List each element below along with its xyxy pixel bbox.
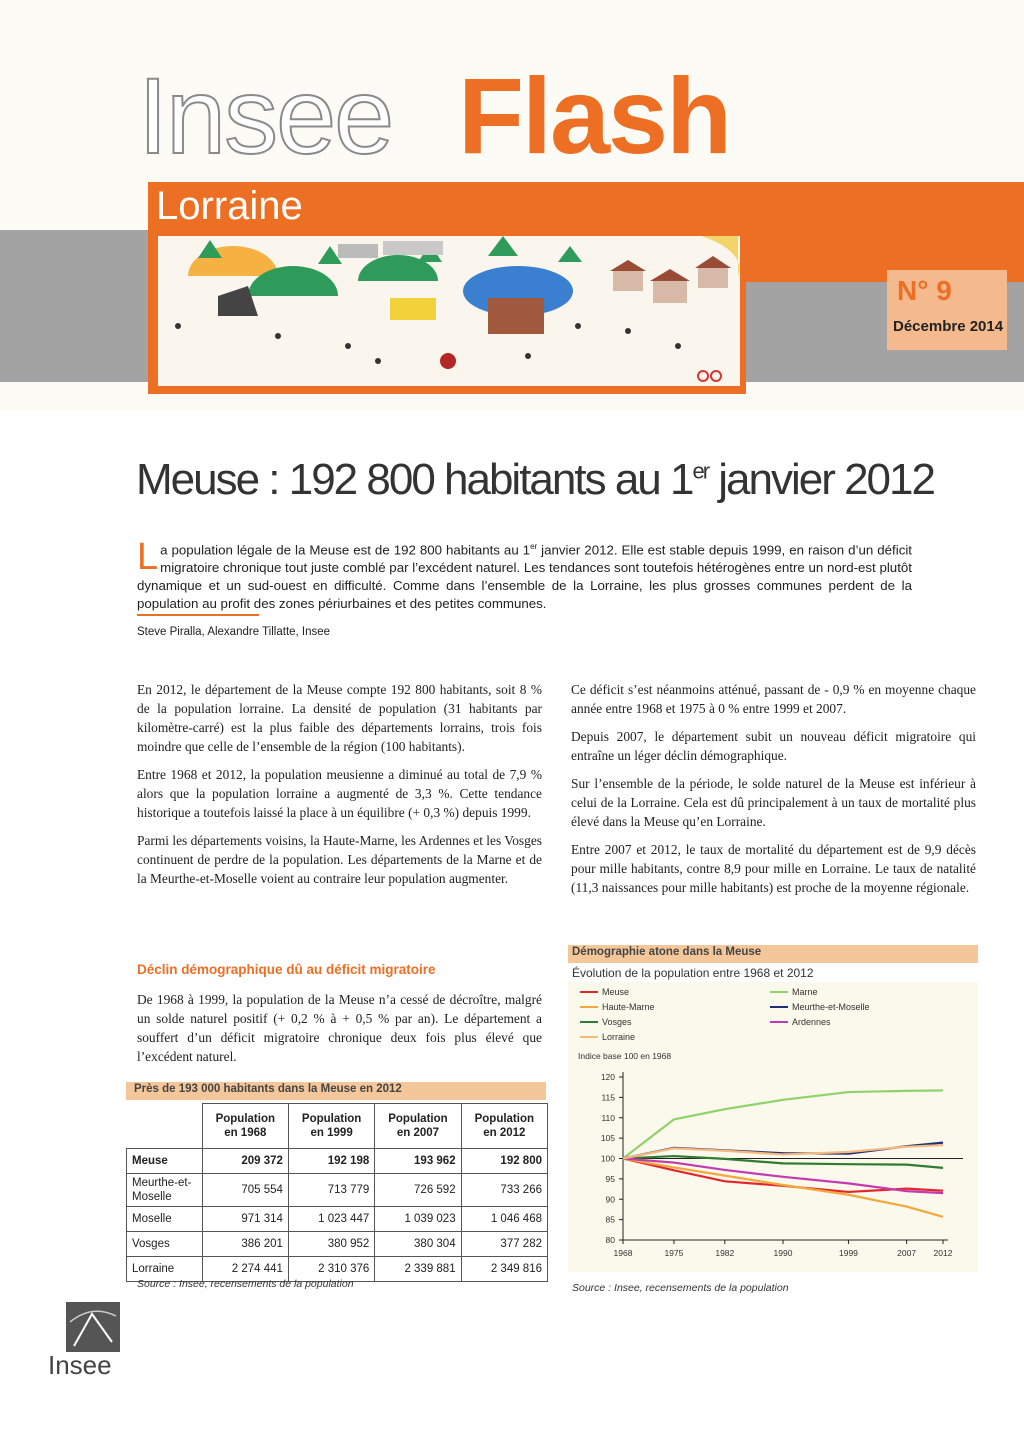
table-header-empty <box>127 1104 203 1149</box>
table-source: Source : Insee, recensements de la population <box>137 1278 354 1290</box>
headline: Meuse : 192 800 habitants au 1er janvier 2012 <box>136 455 934 504</box>
right-paragraph-4: Entre 2007 et 2012, le taux de mortalité du département est de 9,9 décès pour mille habitants, contre 8,9 pour mille en Lorraine. Le taux de natalité (11,3 naissances pour mille habitants) est proche de la moyenne régionale. <box>571 842 976 895</box>
intro-rule <box>137 614 259 616</box>
left-paragraph-2: Entre 1968 et 2012, la population meusienne a diminué au total de 7,9 % alors que la population lorraine a augmenté de 3,3 %. Cette tendance historique a toutefois laissé la place à un équilibre (+ 0,3 %) depuis 1999. <box>137 767 542 820</box>
right-column <box>571 680 976 906</box>
y-tick-label: 120 <box>600 1072 615 1082</box>
chart-subtitle: Évolution de la population entre 1968 et 2012 <box>572 966 814 980</box>
y-tick-label: 95 <box>605 1173 615 1184</box>
left-paragraph-1: En 2012, le département de la Meuse compte 192 800 habitants, soit 8 % de la population lorraine. La densité de population (31 habitants par kilomètre-carré) est la plus faible des départements lorrains, trois fois moindre que celle de l’ensemble de la région (100 habitants). <box>137 682 542 754</box>
town-illustration <box>158 236 740 386</box>
x-tick-label: 1975 <box>664 1248 684 1258</box>
legend-label: Meurthe-et-Moselle <box>792 1002 870 1012</box>
x-tick-label: 1982 <box>715 1248 735 1258</box>
population-table <box>126 1103 548 1282</box>
legend-label: Lorraine <box>602 1032 636 1042</box>
table-header-1999: Population en 1999 <box>288 1104 374 1149</box>
x-tick-label: 1968 <box>613 1248 633 1258</box>
right-paragraph-3: Sur l’ensemble de la période, le solde naturel de la Meuse est inférieur à celui de la Lorraine. Cela est dû principalement à un taux de mortalité plus élevé dans la Meuse qu’en Lorraine. <box>571 776 976 829</box>
legend-label: Marne <box>792 987 818 997</box>
intro-paragraph: La population légale de la Meuse est de 192 800 habitants au 1er janvier 2012. Elle est stable depuis 1999, en raison d’un déficit migratoire chronique tout juste comblé par l’excédent naturel. Les tendances sont toutefois hétérogènes entre un nord-est plutôt dynamique et un sud-ouest en difficulté. Comme dans l’ensemble de la Lorraine, les plus grosses communes perdent de la population au profit des zones périurbaines et des petites communes. <box>137 536 912 612</box>
table-row: Meurthe-et-Moselle 705 554 713 779 726 592 733 266 <box>127 1174 548 1207</box>
table-title: Près de 193 000 habitants dans la Meuse en 2012 <box>134 1083 402 1095</box>
x-tick-label: 2007 <box>897 1248 917 1258</box>
dropcap: L <box>137 536 159 578</box>
y-axis-label: Indice base 100 en 1968 <box>578 1051 672 1061</box>
issue-date: Décembre 2014 <box>893 318 1004 335</box>
left-paragraph-3: Parmi les départements voisins, la Haute-Marne, les Ardennes et les Vosges continuent de perdre de la population. Les départements de la Marne et de la Meurthe-et-Moselle voient au contraire leur population augmenter. <box>137 833 542 886</box>
population-line-chart <box>568 982 978 1272</box>
logo-mark-icon <box>66 1302 120 1352</box>
y-tick-label: 80 <box>605 1235 615 1245</box>
brand-title: Insee <box>138 55 393 176</box>
table-header-row <box>127 1104 548 1149</box>
y-tick-label: 100 <box>600 1153 615 1164</box>
product-title: Flash <box>458 55 731 176</box>
table-row: Vosges 386 201 380 952 380 304 377 282 <box>127 1232 548 1257</box>
issue-number: N° 9 <box>897 275 952 306</box>
table-row: Moselle 971 314 1 023 447 1 039 023 1 046 468 <box>127 1207 548 1232</box>
right-paragraph-1: Ce déficit s’est néanmoins atténué, passant de - 0,9 % en moyenne chaque année entre 1968 et 1975 à 0 % entre 1999 et 2007. <box>571 682 976 716</box>
table-header-2007: Population en 2007 <box>375 1104 461 1149</box>
legend-label: Haute-Marne <box>602 1002 655 1012</box>
right-paragraph-2: Depuis 2007, le département subit un nouveau déficit migratoire qui entraîne un léger déclin démographique. <box>571 729 976 763</box>
section-heading: Déclin démographique dû au déficit migratoire <box>137 962 436 977</box>
illustration <box>158 236 740 386</box>
y-tick-label: 90 <box>605 1194 615 1205</box>
region-title: Lorraine <box>156 184 303 228</box>
table-row: Lorraine 2 274 441 2 310 376 2 339 881 2 349 816 <box>127 1257 548 1282</box>
x-tick-label: 1990 <box>773 1248 793 1258</box>
y-tick-label: 85 <box>605 1214 615 1225</box>
y-tick-label: 115 <box>601 1092 615 1103</box>
left-paragraph-4: De 1968 à 1999, la population de la Meuse n’a cessé de décroître, malgré un solde naturel positif (+ 0,2 % à + 0,5 % par an). Le département a souffert d’un déficit migratoire chronique deux fois plus élevé que l’excédent naturel. <box>137 992 542 1064</box>
authors: Steve Piralla, Alexandre Tillatte, Insee <box>137 626 331 638</box>
y-tick-label: 110 <box>601 1112 615 1123</box>
insee-logo <box>66 1302 120 1352</box>
table-header-1968: Population en 1968 <box>202 1104 288 1149</box>
legend-label: Vosges <box>602 1017 632 1027</box>
legend-label: Meuse <box>602 987 630 997</box>
table-row: Meuse 209 372 192 198 193 962 192 800 <box>127 1149 548 1174</box>
chart-source: Source : Insee, recensements de la population <box>572 1282 789 1294</box>
legend-label: Ardennes <box>792 1017 831 1027</box>
x-tick-label: 2012 <box>933 1248 953 1258</box>
x-tick-label: 1999 <box>838 1248 858 1258</box>
chart-title: Démographie atone dans la Meuse <box>572 946 762 958</box>
left-column <box>137 680 542 897</box>
table-header-2012: Population en 2012 <box>461 1104 547 1149</box>
logo-text: Insee <box>48 1350 112 1380</box>
y-tick-label: 105 <box>600 1133 615 1144</box>
